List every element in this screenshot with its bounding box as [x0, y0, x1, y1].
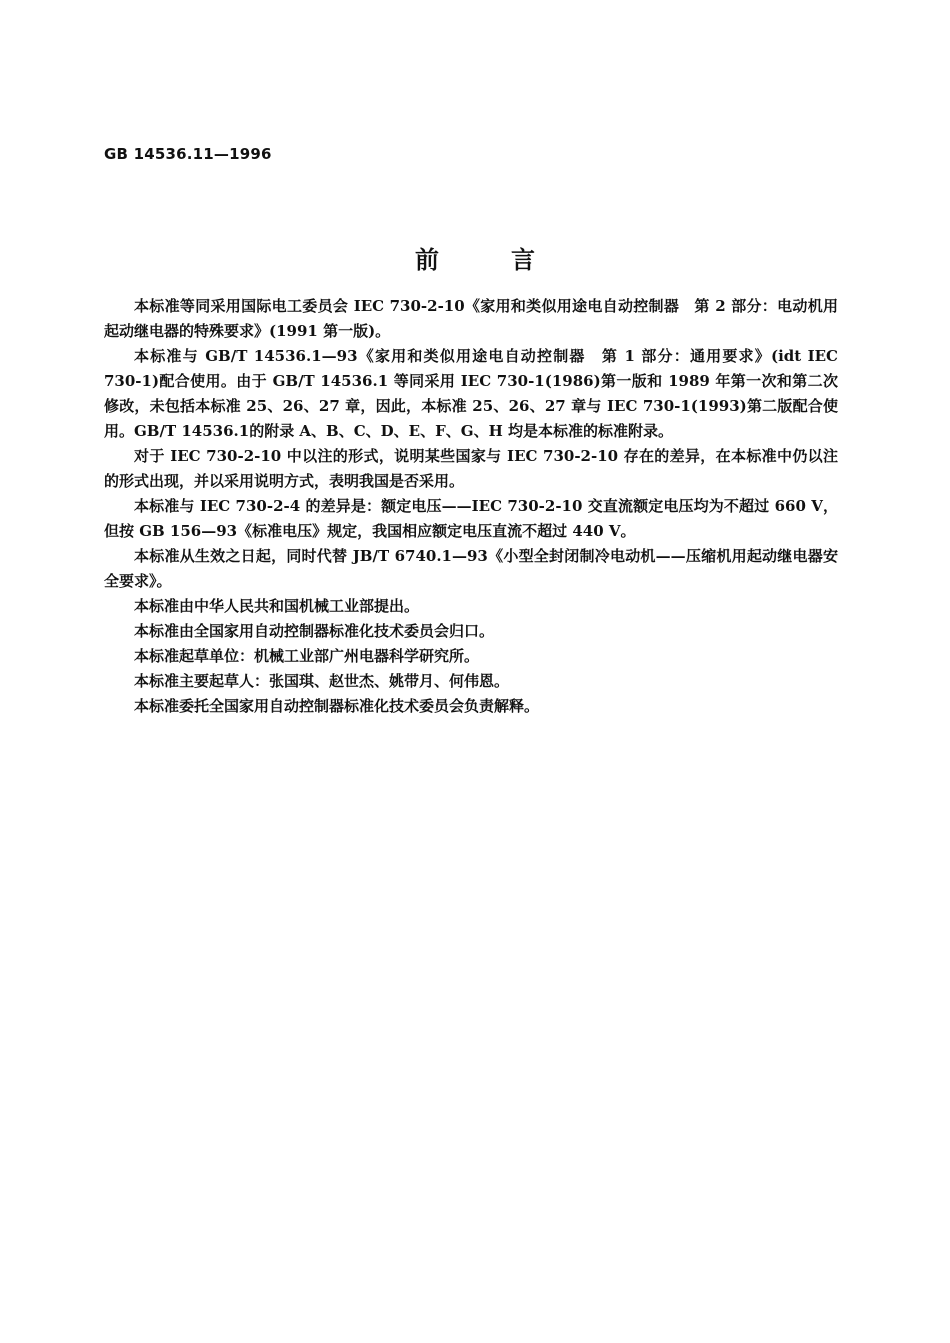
title-char-2: 言 [511, 245, 535, 274]
paragraph: 本标准起草单位：机械工业部广州电器科学研究所。 [134, 647, 480, 665]
foreword-body [104, 294, 838, 719]
title-char-1: 前 [415, 245, 439, 274]
paragraph: 本标准与 GB/T 14536.1—93《家用和类似用途电自动控制器 第 1 部分：通用要求》(idt IEC 730-1)配合使用。由于 GB/T 14536.1 等同采用 IEC 730-1(1986)第一版和 1989 年第一次和第二次修改，未包括本标准 25、26、27 章，因此，本标准 25、26、27 章与 IEC 730-1(1993)第二版配合使用。GB/T 14536.1的附录 A、B、C、D、E、F、G、H 均是本标准的标准附录。 [104, 347, 838, 440]
paragraph: 本标准从生效之日起，同时代替 JB/T 6740.1—93《小型全封闭制冷电动机——压缩机用起动继电器安全要求》。 [104, 547, 838, 590]
paragraph: 本标准等同采用国际电工委员会 IEC 730-2-10《家用和类似用途电自动控制器 第 2 部分：电动机用起动继电器的特殊要求》(1991 第一版)。 [104, 297, 838, 340]
paragraph: 本标准与 IEC 730-2-4 的差异是：额定电压——IEC 730-2-10 交直流额定电压均为不超过 660 V，但按 GB 156—93《标准电压》规定，我国相应额定电压直流不超过 440 V。 [104, 497, 838, 540]
paragraph: 本标准委托全国家用自动控制器标准化技术委员会负责解释。 [134, 697, 540, 715]
paragraph: 本标准主要起草人：张国琪、赵世杰、姚带月、何伟恩。 [134, 672, 510, 690]
paragraph: 对于 IEC 730-2-10 中以注的形式，说明某些国家与 IEC 730-2-10 存在的差异，在本标准中仍以注的形式出现，并以采用说明方式，表明我国是否采用。 [104, 447, 838, 490]
document-number: GB 14536.11—1996 [104, 145, 272, 163]
paragraph: 本标准由全国家用自动控制器标准化技术委员会归口。 [134, 622, 495, 640]
section-title [0, 240, 950, 275]
paragraph: 本标准由中华人民共和国机械工业部提出。 [134, 597, 420, 615]
